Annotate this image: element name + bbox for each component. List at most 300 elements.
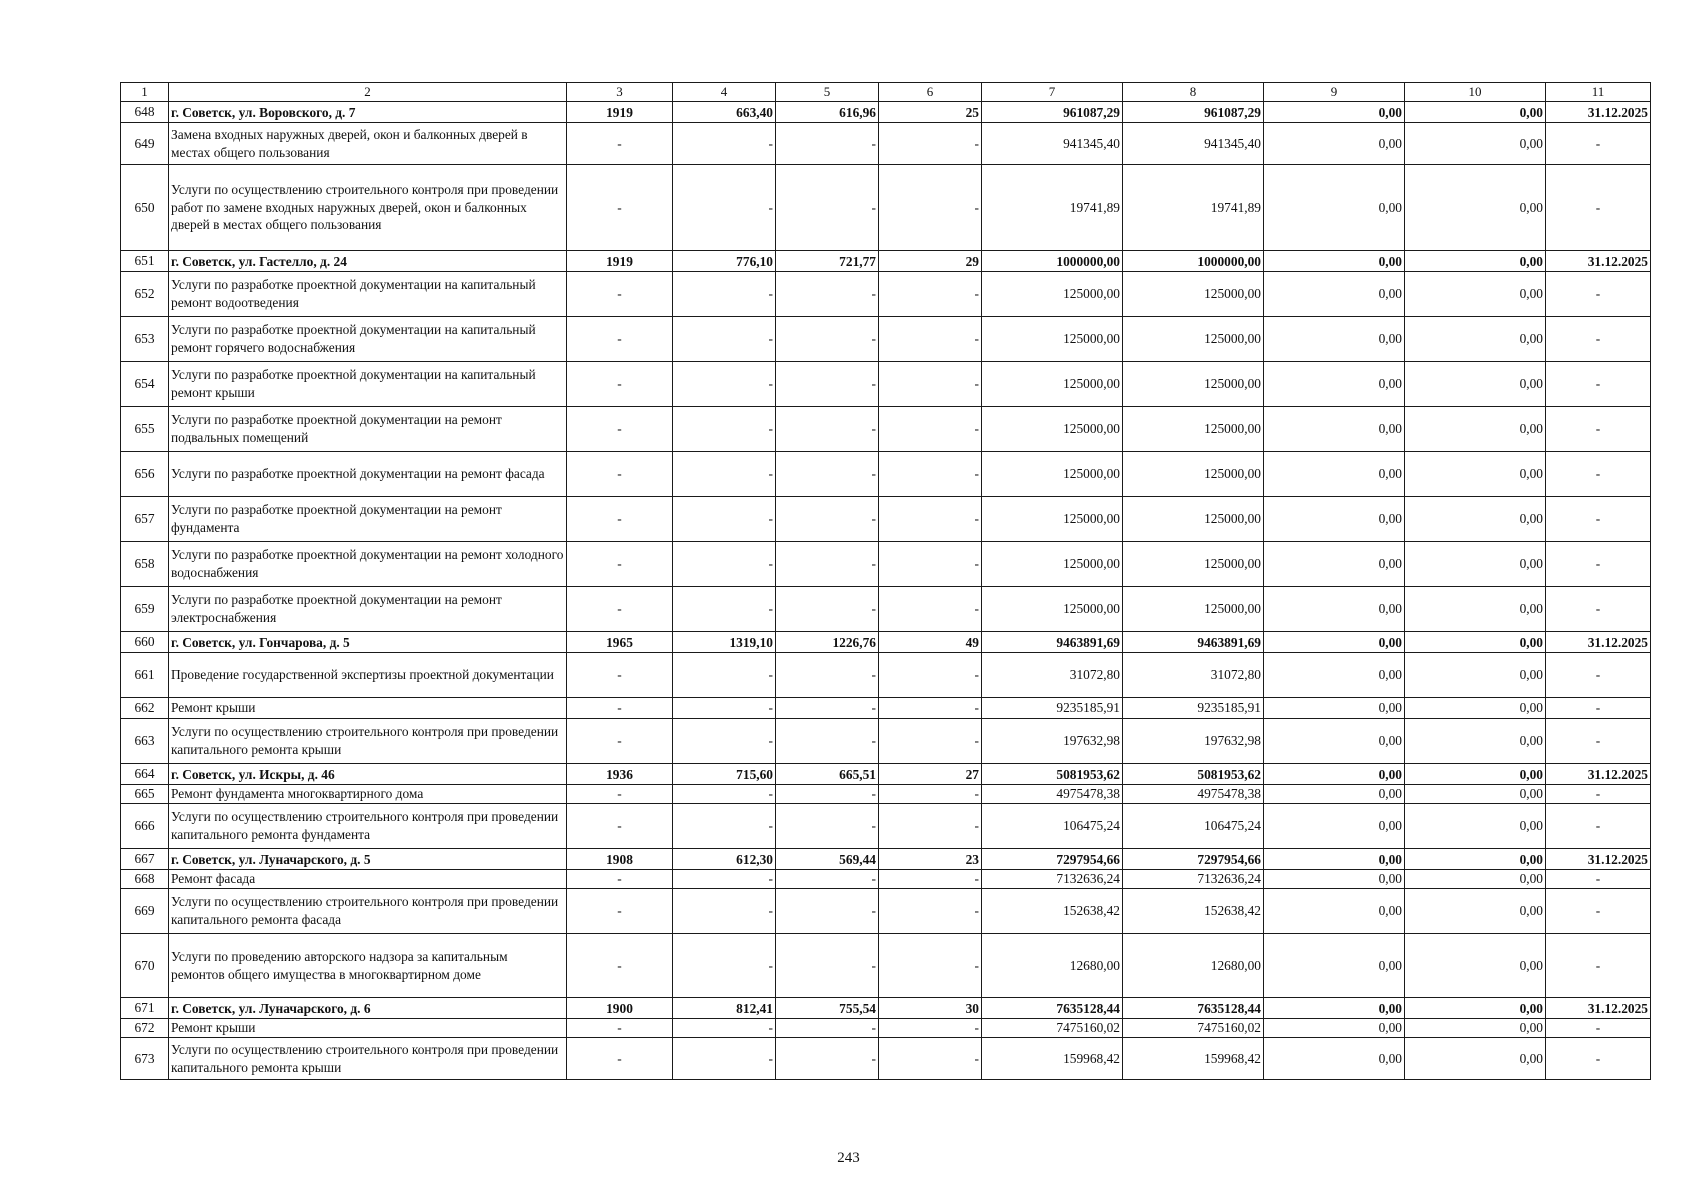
- completion-date-cell: -: [1546, 1038, 1651, 1080]
- build-year-cell: -: [567, 542, 673, 587]
- completion-date-cell: -: [1546, 272, 1651, 317]
- total-cost-cell: 197632,98: [982, 719, 1123, 764]
- living-area-cell: -: [776, 698, 879, 719]
- other-cost-cell: 0,00: [1405, 1038, 1546, 1080]
- total-cost-cell: 9235185,91: [982, 698, 1123, 719]
- living-area-cell: 616,96: [776, 102, 879, 123]
- residents-count-cell: -: [879, 542, 982, 587]
- residents-count-cell: 25: [879, 102, 982, 123]
- other-cost-cell: 0,00: [1405, 764, 1546, 785]
- work-item-row: [121, 653, 1651, 698]
- residents-count-cell: -: [879, 1019, 982, 1038]
- total-area-cell: 612,30: [673, 849, 776, 870]
- build-year-cell: -: [567, 698, 673, 719]
- completion-date-cell: 31.12.2025: [1546, 998, 1651, 1019]
- item-description-cell: Услуги по осуществлению строительного контроля при проведении капитального ремонта крыши: [169, 719, 567, 764]
- fund-cost-cell: 9463891,69: [1123, 632, 1264, 653]
- budget-cost-cell: 0,00: [1264, 1038, 1405, 1080]
- total-area-cell: 715,60: [673, 764, 776, 785]
- total-area-cell: -: [673, 123, 776, 165]
- build-year-cell: -: [567, 804, 673, 849]
- residents-count-cell: -: [879, 317, 982, 362]
- other-cost-cell: 0,00: [1405, 362, 1546, 407]
- residents-count-cell: -: [879, 698, 982, 719]
- completion-date-cell: -: [1546, 653, 1651, 698]
- total-area-cell: -: [673, 785, 776, 804]
- column-header: 1: [121, 83, 169, 102]
- completion-date-cell: -: [1546, 889, 1651, 934]
- total-cost-cell: 125000,00: [982, 272, 1123, 317]
- completion-date-cell: -: [1546, 870, 1651, 889]
- total-cost-cell: 125000,00: [982, 317, 1123, 362]
- work-item-row: [121, 1019, 1651, 1038]
- completion-date-cell: -: [1546, 542, 1651, 587]
- item-description-cell: Услуги по разработке проектной документации на капитальный ремонт водоотведения: [169, 272, 567, 317]
- build-year-cell: 1900: [567, 998, 673, 1019]
- budget-cost-cell: 0,00: [1264, 719, 1405, 764]
- item-description-cell: г. Советск, ул. Гончарова, д. 5: [169, 632, 567, 653]
- row-number-cell: 652: [121, 272, 169, 317]
- other-cost-cell: 0,00: [1405, 497, 1546, 542]
- building-row: [121, 764, 1651, 785]
- item-description-cell: Услуги по разработке проектной документации на капитальный ремонт горячего водоснабжения: [169, 317, 567, 362]
- living-area-cell: -: [776, 407, 879, 452]
- other-cost-cell: 0,00: [1405, 889, 1546, 934]
- total-cost-cell: 941345,40: [982, 123, 1123, 165]
- fund-cost-cell: 197632,98: [1123, 719, 1264, 764]
- total-area-cell: -: [673, 934, 776, 998]
- work-item-row: [121, 407, 1651, 452]
- living-area-cell: 665,51: [776, 764, 879, 785]
- other-cost-cell: 0,00: [1405, 251, 1546, 272]
- build-year-cell: 1936: [567, 764, 673, 785]
- living-area-cell: -: [776, 889, 879, 934]
- build-year-cell: -: [567, 785, 673, 804]
- work-item-row: [121, 497, 1651, 542]
- building-row: [121, 102, 1651, 123]
- budget-cost-cell: 0,00: [1264, 889, 1405, 934]
- other-cost-cell: 0,00: [1405, 849, 1546, 870]
- row-number-cell: 662: [121, 698, 169, 719]
- build-year-cell: -: [567, 1038, 673, 1080]
- table-body: [121, 83, 1651, 1080]
- row-number-cell: 651: [121, 251, 169, 272]
- work-item-row: [121, 272, 1651, 317]
- living-area-cell: -: [776, 317, 879, 362]
- fund-cost-cell: 125000,00: [1123, 587, 1264, 632]
- row-number-cell: 663: [121, 719, 169, 764]
- item-description-cell: Ремонт крыши: [169, 1019, 567, 1038]
- item-description-cell: г. Советск, ул. Воровского, д. 7: [169, 102, 567, 123]
- budget-cost-cell: 0,00: [1264, 587, 1405, 632]
- work-item-row: [121, 542, 1651, 587]
- completion-date-cell: -: [1546, 785, 1651, 804]
- budget-cost-cell: 0,00: [1264, 102, 1405, 123]
- build-year-cell: -: [567, 362, 673, 407]
- other-cost-cell: 0,00: [1405, 542, 1546, 587]
- residents-count-cell: -: [879, 889, 982, 934]
- total-cost-cell: 152638,42: [982, 889, 1123, 934]
- fund-cost-cell: 31072,80: [1123, 653, 1264, 698]
- completion-date-cell: -: [1546, 362, 1651, 407]
- completion-date-cell: 31.12.2025: [1546, 251, 1651, 272]
- item-description-cell: г. Советск, ул. Искры, д. 46: [169, 764, 567, 785]
- column-header: 8: [1123, 83, 1264, 102]
- total-area-cell: -: [673, 452, 776, 497]
- build-year-cell: -: [567, 497, 673, 542]
- column-header: 5: [776, 83, 879, 102]
- living-area-cell: -: [776, 165, 879, 251]
- build-year-cell: -: [567, 934, 673, 998]
- build-year-cell: -: [567, 870, 673, 889]
- item-description-cell: Проведение государственной экспертизы проектной документации: [169, 653, 567, 698]
- total-area-cell: -: [673, 362, 776, 407]
- residents-count-cell: -: [879, 165, 982, 251]
- build-year-cell: -: [567, 587, 673, 632]
- fund-cost-cell: 7132636,24: [1123, 870, 1264, 889]
- living-area-cell: 755,54: [776, 998, 879, 1019]
- total-area-cell: -: [673, 407, 776, 452]
- row-number-cell: 671: [121, 998, 169, 1019]
- budget-cost-cell: 0,00: [1264, 849, 1405, 870]
- other-cost-cell: 0,00: [1405, 632, 1546, 653]
- item-description-cell: Ремонт фасада: [169, 870, 567, 889]
- work-item-row: [121, 123, 1651, 165]
- living-area-cell: -: [776, 804, 879, 849]
- living-area-cell: -: [776, 452, 879, 497]
- completion-date-cell: -: [1546, 165, 1651, 251]
- completion-date-cell: 31.12.2025: [1546, 102, 1651, 123]
- other-cost-cell: 0,00: [1405, 719, 1546, 764]
- total-cost-cell: 4975478,38: [982, 785, 1123, 804]
- budget-cost-cell: 0,00: [1264, 653, 1405, 698]
- budget-cost-cell: 0,00: [1264, 497, 1405, 542]
- residents-count-cell: -: [879, 123, 982, 165]
- fund-cost-cell: 7475160,02: [1123, 1019, 1264, 1038]
- residents-count-cell: -: [879, 407, 982, 452]
- build-year-cell: -: [567, 272, 673, 317]
- other-cost-cell: 0,00: [1405, 934, 1546, 998]
- row-number-cell: 660: [121, 632, 169, 653]
- completion-date-cell: -: [1546, 317, 1651, 362]
- completion-date-cell: 31.12.2025: [1546, 632, 1651, 653]
- item-description-cell: Услуги по осуществлению строительного контроля при проведении капитального ремонта фундамента: [169, 804, 567, 849]
- build-year-cell: -: [567, 123, 673, 165]
- living-area-cell: -: [776, 870, 879, 889]
- budget-cost-cell: 0,00: [1264, 272, 1405, 317]
- item-description-cell: Услуги по разработке проектной документации на ремонт фасада: [169, 452, 567, 497]
- build-year-cell: -: [567, 653, 673, 698]
- build-year-cell: 1919: [567, 102, 673, 123]
- item-description-cell: Замена входных наружных дверей, окон и балконных дверей в местах общего пользования: [169, 123, 567, 165]
- total-area-cell: 1319,10: [673, 632, 776, 653]
- row-number-cell: 670: [121, 934, 169, 998]
- completion-date-cell: 31.12.2025: [1546, 764, 1651, 785]
- living-area-cell: -: [776, 542, 879, 587]
- row-number-cell: 672: [121, 1019, 169, 1038]
- building-row: [121, 251, 1651, 272]
- other-cost-cell: 0,00: [1405, 407, 1546, 452]
- completion-date-cell: -: [1546, 497, 1651, 542]
- residents-count-cell: 29: [879, 251, 982, 272]
- living-area-cell: -: [776, 123, 879, 165]
- total-cost-cell: 125000,00: [982, 497, 1123, 542]
- total-area-cell: 663,40: [673, 102, 776, 123]
- other-cost-cell: 0,00: [1405, 998, 1546, 1019]
- item-description-cell: Услуги по проведению авторского надзора за капитальным ремонтов общего имущества в многоквартирном доме: [169, 934, 567, 998]
- row-number-cell: 668: [121, 870, 169, 889]
- total-cost-cell: 159968,42: [982, 1038, 1123, 1080]
- total-area-cell: -: [673, 719, 776, 764]
- row-number-cell: 673: [121, 1038, 169, 1080]
- living-area-cell: -: [776, 785, 879, 804]
- living-area-cell: -: [776, 497, 879, 542]
- other-cost-cell: 0,00: [1405, 317, 1546, 362]
- work-item-row: [121, 165, 1651, 251]
- living-area-cell: -: [776, 719, 879, 764]
- living-area-cell: -: [776, 362, 879, 407]
- work-item-row: [121, 1038, 1651, 1080]
- work-item-row: [121, 317, 1651, 362]
- budget-cost-cell: 0,00: [1264, 165, 1405, 251]
- item-description-cell: г. Советск, ул. Гастелло, д. 24: [169, 251, 567, 272]
- completion-date-cell: -: [1546, 719, 1651, 764]
- living-area-cell: -: [776, 587, 879, 632]
- fund-cost-cell: 125000,00: [1123, 407, 1264, 452]
- total-cost-cell: 9463891,69: [982, 632, 1123, 653]
- item-description-cell: Ремонт фундамента многоквартирного дома: [169, 785, 567, 804]
- budget-cost-cell: 0,00: [1264, 698, 1405, 719]
- column-header: 10: [1405, 83, 1546, 102]
- budget-cost-cell: 0,00: [1264, 632, 1405, 653]
- budget-cost-cell: 0,00: [1264, 1019, 1405, 1038]
- fund-cost-cell: 106475,24: [1123, 804, 1264, 849]
- build-year-cell: 1965: [567, 632, 673, 653]
- budget-cost-cell: 0,00: [1264, 764, 1405, 785]
- total-area-cell: -: [673, 1019, 776, 1038]
- other-cost-cell: 0,00: [1405, 653, 1546, 698]
- row-number-cell: 649: [121, 123, 169, 165]
- build-year-cell: 1908: [567, 849, 673, 870]
- column-header: 11: [1546, 83, 1651, 102]
- fund-cost-cell: 9235185,91: [1123, 698, 1264, 719]
- residents-count-cell: -: [879, 870, 982, 889]
- build-year-cell: -: [567, 407, 673, 452]
- item-description-cell: Услуги по разработке проектной документации на ремонт фундамента: [169, 497, 567, 542]
- item-description-cell: г. Советск, ул. Луначарского, д. 6: [169, 998, 567, 1019]
- residents-count-cell: 49: [879, 632, 982, 653]
- other-cost-cell: 0,00: [1405, 587, 1546, 632]
- work-item-row: [121, 804, 1651, 849]
- item-description-cell: Услуги по осуществлению строительного контроля при проведении работ по замене входных наружных дверей, окон и балконных дверей в местах общего пользования: [169, 165, 567, 251]
- build-year-cell: -: [567, 719, 673, 764]
- total-area-cell: -: [673, 653, 776, 698]
- row-number-cell: 654: [121, 362, 169, 407]
- other-cost-cell: 0,00: [1405, 1019, 1546, 1038]
- total-area-cell: -: [673, 587, 776, 632]
- row-number-cell: 667: [121, 849, 169, 870]
- total-cost-cell: 125000,00: [982, 587, 1123, 632]
- row-number-cell: 655: [121, 407, 169, 452]
- column-number-header-row: [121, 83, 1651, 102]
- work-item-row: [121, 587, 1651, 632]
- build-year-cell: -: [567, 317, 673, 362]
- total-area-cell: 812,41: [673, 998, 776, 1019]
- total-cost-cell: 31072,80: [982, 653, 1123, 698]
- work-item-row: [121, 719, 1651, 764]
- total-area-cell: -: [673, 272, 776, 317]
- residents-count-cell: -: [879, 1038, 982, 1080]
- total-cost-cell: 125000,00: [982, 542, 1123, 587]
- budget-cost-cell: 0,00: [1264, 804, 1405, 849]
- budget-cost-cell: 0,00: [1264, 934, 1405, 998]
- total-cost-cell: 19741,89: [982, 165, 1123, 251]
- fund-cost-cell: 125000,00: [1123, 362, 1264, 407]
- fund-cost-cell: 125000,00: [1123, 542, 1264, 587]
- living-area-cell: -: [776, 653, 879, 698]
- fund-cost-cell: 125000,00: [1123, 272, 1264, 317]
- residents-count-cell: 27: [879, 764, 982, 785]
- total-area-cell: -: [673, 542, 776, 587]
- total-area-cell: -: [673, 870, 776, 889]
- residents-count-cell: -: [879, 785, 982, 804]
- work-item-row: [121, 698, 1651, 719]
- page-number: 243: [837, 1150, 860, 1166]
- fund-cost-cell: 7297954,66: [1123, 849, 1264, 870]
- budget-cost-cell: 0,00: [1264, 870, 1405, 889]
- row-number-cell: 665: [121, 785, 169, 804]
- completion-date-cell: -: [1546, 407, 1651, 452]
- fund-cost-cell: 4975478,38: [1123, 785, 1264, 804]
- row-number-cell: 669: [121, 889, 169, 934]
- work-item-row: [121, 934, 1651, 998]
- budget-cost-cell: 0,00: [1264, 407, 1405, 452]
- column-header: 3: [567, 83, 673, 102]
- completion-date-cell: -: [1546, 934, 1651, 998]
- total-cost-cell: 125000,00: [982, 362, 1123, 407]
- living-area-cell: -: [776, 1038, 879, 1080]
- item-description-cell: Услуги по осуществлению строительного контроля при проведении капитального ремонта фасада: [169, 889, 567, 934]
- total-cost-cell: 125000,00: [982, 452, 1123, 497]
- row-number-cell: 661: [121, 653, 169, 698]
- total-area-cell: 776,10: [673, 251, 776, 272]
- work-item-row: [121, 870, 1651, 889]
- column-header: 9: [1264, 83, 1405, 102]
- item-description-cell: г. Советск, ул. Луначарского, д. 5: [169, 849, 567, 870]
- row-number-cell: 659: [121, 587, 169, 632]
- fund-cost-cell: 125000,00: [1123, 497, 1264, 542]
- fund-cost-cell: 125000,00: [1123, 317, 1264, 362]
- item-description-cell: Услуги по осуществлению строительного контроля при проведении капитального ремонта крыши: [169, 1038, 567, 1080]
- total-cost-cell: 12680,00: [982, 934, 1123, 998]
- item-description-cell: Услуги по разработке проектной документации на ремонт подвальных помещений: [169, 407, 567, 452]
- fund-cost-cell: 7635128,44: [1123, 998, 1264, 1019]
- residents-count-cell: 30: [879, 998, 982, 1019]
- residents-count-cell: -: [879, 719, 982, 764]
- fund-cost-cell: 19741,89: [1123, 165, 1264, 251]
- total-area-cell: -: [673, 698, 776, 719]
- build-year-cell: -: [567, 889, 673, 934]
- residents-count-cell: -: [879, 804, 982, 849]
- row-number-cell: 650: [121, 165, 169, 251]
- building-row: [121, 632, 1651, 653]
- completion-date-cell: -: [1546, 123, 1651, 165]
- residents-count-cell: -: [879, 272, 982, 317]
- living-area-cell: 569,44: [776, 849, 879, 870]
- total-cost-cell: 7132636,24: [982, 870, 1123, 889]
- completion-date-cell: -: [1546, 587, 1651, 632]
- budget-cost-cell: 0,00: [1264, 362, 1405, 407]
- work-item-row: [121, 452, 1651, 497]
- other-cost-cell: 0,00: [1405, 698, 1546, 719]
- build-year-cell: -: [567, 452, 673, 497]
- living-area-cell: 721,77: [776, 251, 879, 272]
- budget-cost-cell: 0,00: [1264, 998, 1405, 1019]
- total-cost-cell: 7635128,44: [982, 998, 1123, 1019]
- column-header: 6: [879, 83, 982, 102]
- item-description-cell: Услуги по разработке проектной документации на ремонт электроснабжения: [169, 587, 567, 632]
- building-row: [121, 998, 1651, 1019]
- work-item-row: [121, 785, 1651, 804]
- other-cost-cell: 0,00: [1405, 785, 1546, 804]
- row-number-cell: 658: [121, 542, 169, 587]
- total-cost-cell: 125000,00: [982, 407, 1123, 452]
- item-description-cell: Услуги по разработке проектной документации на ремонт холодного водоснабжения: [169, 542, 567, 587]
- living-area-cell: -: [776, 272, 879, 317]
- other-cost-cell: 0,00: [1405, 165, 1546, 251]
- living-area-cell: -: [776, 1019, 879, 1038]
- total-cost-cell: 7297954,66: [982, 849, 1123, 870]
- residents-count-cell: -: [879, 497, 982, 542]
- completion-date-cell: -: [1546, 452, 1651, 497]
- total-area-cell: -: [673, 165, 776, 251]
- completion-date-cell: -: [1546, 1019, 1651, 1038]
- other-cost-cell: 0,00: [1405, 123, 1546, 165]
- total-cost-cell: 7475160,02: [982, 1019, 1123, 1038]
- fund-cost-cell: 5081953,62: [1123, 764, 1264, 785]
- fund-cost-cell: 125000,00: [1123, 452, 1264, 497]
- residents-count-cell: -: [879, 587, 982, 632]
- completion-date-cell: -: [1546, 698, 1651, 719]
- other-cost-cell: 0,00: [1405, 102, 1546, 123]
- work-item-row: [121, 362, 1651, 407]
- work-item-row: [121, 889, 1651, 934]
- total-area-cell: -: [673, 317, 776, 362]
- budget-cost-cell: 0,00: [1264, 251, 1405, 272]
- fund-cost-cell: 152638,42: [1123, 889, 1264, 934]
- total-cost-cell: 5081953,62: [982, 764, 1123, 785]
- column-header: 4: [673, 83, 776, 102]
- completion-date-cell: -: [1546, 804, 1651, 849]
- row-number-cell: 656: [121, 452, 169, 497]
- fund-cost-cell: 159968,42: [1123, 1038, 1264, 1080]
- other-cost-cell: 0,00: [1405, 272, 1546, 317]
- row-number-cell: 653: [121, 317, 169, 362]
- budget-cost-cell: 0,00: [1264, 123, 1405, 165]
- row-number-cell: 648: [121, 102, 169, 123]
- other-cost-cell: 0,00: [1405, 452, 1546, 497]
- build-year-cell: 1919: [567, 251, 673, 272]
- total-area-cell: -: [673, 497, 776, 542]
- capital-repair-table: [120, 82, 1651, 1080]
- completion-date-cell: 31.12.2025: [1546, 849, 1651, 870]
- total-area-cell: -: [673, 889, 776, 934]
- residents-count-cell: -: [879, 653, 982, 698]
- budget-cost-cell: 0,00: [1264, 542, 1405, 587]
- residents-count-cell: -: [879, 452, 982, 497]
- item-description-cell: Ремонт крыши: [169, 698, 567, 719]
- other-cost-cell: 0,00: [1405, 804, 1546, 849]
